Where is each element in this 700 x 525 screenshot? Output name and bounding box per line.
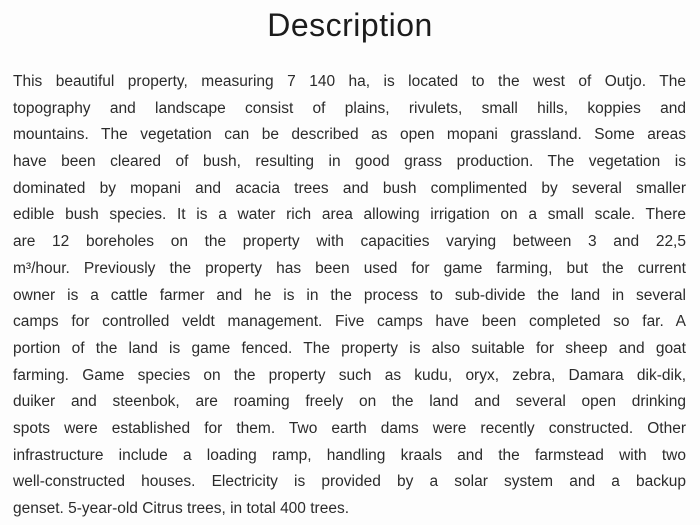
text-line: This beautiful property, measuring 7 140 ha, is located to the west of Outjo. The [13,73,686,90]
text-line: dominated by mopani and acacia trees and bush complimented by several smaller [13,179,686,197]
text-line: farming. Game species on the property such as kudu, oryx, zebra, Damara dik-dik, [13,366,686,384]
text-line: portion of the land is game fenced. The property is also suitable for sheep and goat [13,339,686,357]
text-line: infrastructure include a loading ramp, handling kraals and the farmstead with two [13,446,686,464]
text-line: topography and landscape consist of plains, rivulets, small hills, koppies and [13,99,686,117]
text-line: are 12 boreholes on the property with capacities varying between 3 and 22,5 [13,233,686,251]
text-line: owner is a cattle farmer and he is in the process to sub-divide the land in several [13,286,686,304]
text-line: have been cleared of bush, resulting in good grass production. The vegetation is [13,153,686,171]
text-line: m³/hour. Previously the property has been used for game farming, but the current [13,259,686,277]
text-line: genset. 5-year-old Citrus trees, in total 400 trees. [13,500,349,517]
text-line: well-constructed houses. Electricity is provided by a solar system and a backup [13,473,686,491]
page-title: Description [267,7,433,43]
text-line: camps for controlled veldt management. Five camps have been completed so far. A [13,313,686,331]
text-line: spots were established for them. Two earth dams were recently constructed. Other [13,419,686,437]
text-line: duiker and steenbok, are roaming freely on the land and several open drinking [13,393,686,411]
text-line: edible bush species. It is a water rich area allowing irrigation on a small scale. There [13,206,686,224]
text-line: mountains. The vegetation can be described as open mopani grassland. Some areas [13,126,686,144]
description-paragraph [13,69,686,523]
